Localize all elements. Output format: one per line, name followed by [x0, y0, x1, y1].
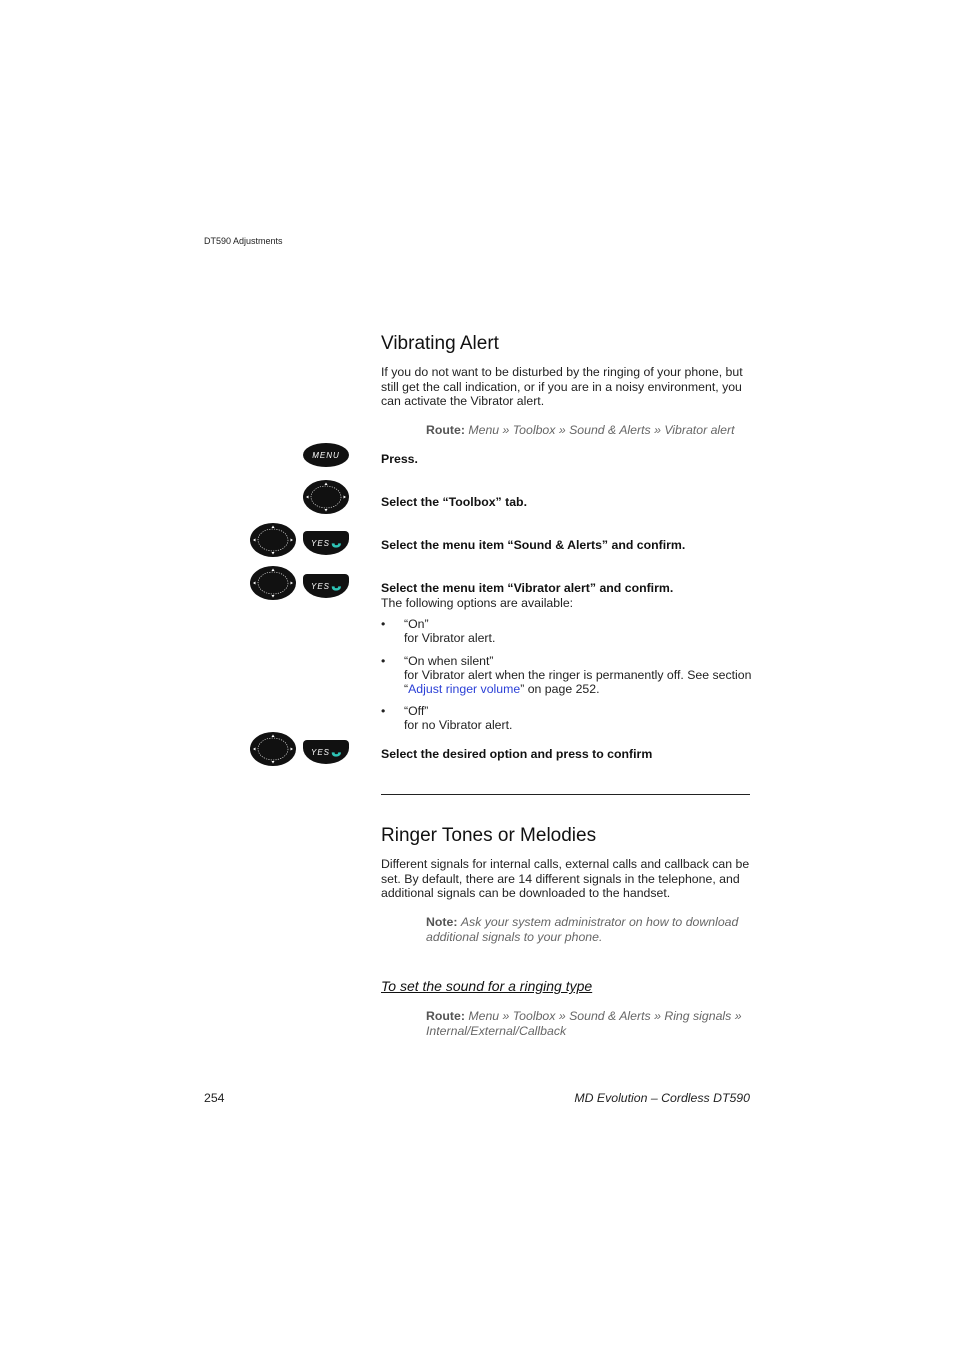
running-header: DT590 Adjustments — [204, 236, 283, 246]
navigation-key-icon — [250, 566, 296, 600]
step-select-toolbox: Select the “Toolbox” tab. — [381, 495, 527, 509]
route-path: Menu » Toolbox » Sound & Alerts » Vibrator alert — [468, 423, 735, 437]
route-path: Internal/External/Callback — [426, 1023, 567, 1038]
route-path: Menu » Toolbox » Sound & Alerts » Ring signals » — [468, 1009, 742, 1023]
intro-line: If you do not want to be disturbed by the ringing of your phone, but — [381, 365, 743, 379]
menu-key-icon — [303, 443, 349, 467]
list-item — [381, 704, 764, 733]
intro-line: can activate the Vibrator alert. — [381, 394, 545, 409]
menu-key-label: MENU — [312, 450, 340, 460]
navigation-key-icon — [250, 732, 296, 766]
navigation-key-icon — [303, 480, 349, 514]
navigation-key-icon — [250, 523, 296, 557]
adjust-ringer-volume-link[interactable]: Adjust ringer volume — [408, 682, 521, 697]
option-name: “On” — [404, 617, 429, 631]
phone-handset-icon — [329, 578, 343, 592]
step-select-option-confirm: Select the desired option and press to confirm — [381, 747, 653, 761]
step-select-vibrator-alert: Select the menu item “Vibrator alert” and confirm. — [381, 581, 674, 595]
link-suffix: ” on page 252. — [520, 682, 600, 697]
yes-key-icon — [303, 574, 349, 598]
page-number: 254 — [204, 1091, 225, 1105]
section-title-ringer-tones: Ringer Tones or Melodies — [381, 825, 597, 846]
phone-handset-icon — [329, 535, 343, 549]
options-intro: The following options are available: — [381, 596, 574, 610]
option-description: for no Vibrator alert. — [404, 718, 513, 733]
cross-reference — [404, 682, 764, 696]
step-press: Press. — [381, 452, 418, 466]
option-description: for Vibrator alert. — [404, 631, 496, 646]
list-item — [381, 654, 764, 697]
section-title-vibrating-alert: Vibrating Alert — [381, 333, 499, 354]
intro-line: additional signals can be downloaded to the handset. — [381, 886, 671, 901]
bullet: • — [381, 617, 386, 631]
option-name: “Off” — [404, 704, 429, 718]
phone-handset-icon — [329, 744, 343, 758]
ringer-note — [426, 915, 756, 944]
yes-key-label: YES — [311, 581, 331, 591]
route-label: Route: — [426, 1009, 465, 1023]
bullet: • — [381, 654, 386, 668]
option-name: “On when silent” — [404, 654, 494, 668]
vibrating-route — [426, 423, 735, 438]
subheading-set-ringing-sound: To set the sound for a ringing type — [381, 978, 593, 994]
yes-key-label: YES — [311, 538, 331, 548]
bullet: • — [381, 704, 386, 718]
route-label: Route: — [426, 423, 465, 437]
ringer-intro — [381, 857, 761, 901]
intro-line: Different signals for internal calls, external calls and callback can be — [381, 857, 750, 871]
ringer-route — [426, 1009, 756, 1038]
quote-open: “ — [404, 682, 409, 697]
intro-line: still get the call indication, or if you are in a noisy environment, you — [381, 379, 742, 394]
step-select-sound-alerts: Select the menu item “Sound & Alerts” and confirm. — [381, 538, 686, 552]
intro-line: set. By default, there are 14 different signals in the telephone, and — [381, 871, 740, 886]
yes-key-icon — [303, 531, 349, 555]
list-item — [381, 617, 764, 646]
yes-key-label: YES — [311, 747, 331, 757]
note-text: additional signals to your phone. — [426, 929, 603, 944]
section-divider — [381, 794, 750, 795]
note-label: Note: — [426, 915, 458, 929]
vibrating-intro — [381, 365, 761, 409]
yes-key-icon — [303, 740, 349, 764]
option-description: for Vibrator alert when the ringer is permanently off. See section — [404, 668, 752, 683]
footer-product-name: MD Evolution – Cordless DT590 — [574, 1091, 750, 1105]
note-text: Ask your system administrator on how to download — [460, 915, 739, 929]
